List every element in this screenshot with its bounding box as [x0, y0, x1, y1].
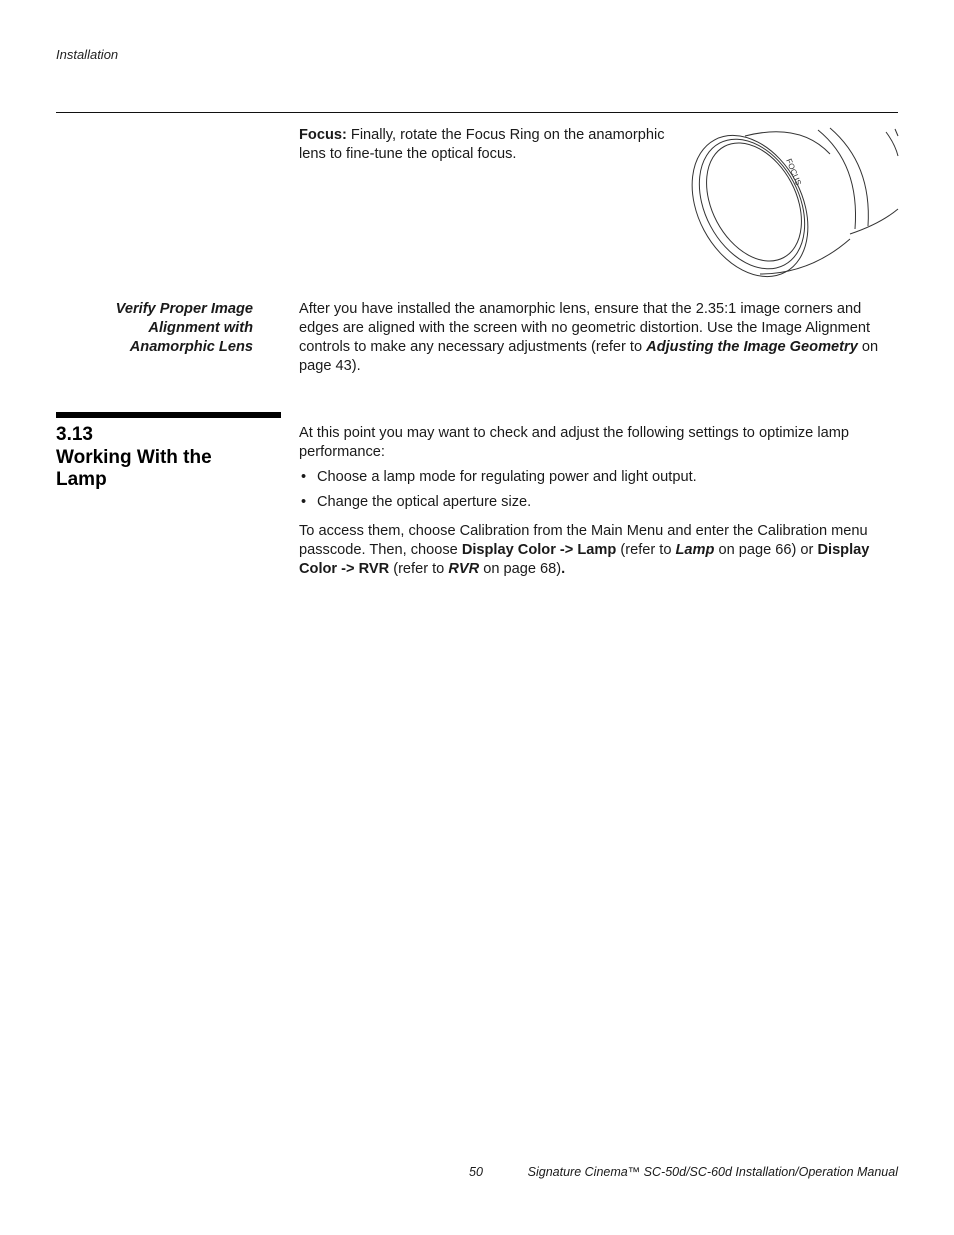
verify-heading: [56, 300, 253, 357]
manual-title: Signature Cinema™ SC-50d/SC-60d Installation/Operation Manual: [527, 1165, 898, 1179]
list-item: [299, 493, 899, 512]
anamorphic-lens-illustration: [690, 124, 900, 284]
access-text-2: (refer to: [616, 542, 676, 558]
access-text-4: (refer to: [389, 561, 449, 577]
focus-label: Focus:: [299, 127, 347, 143]
focus-text: Finally, rotate the Focus Ring on the anamorphic lens to fine-tune the optical focus.: [299, 127, 665, 162]
header-rule: [56, 112, 898, 113]
section-bar: [56, 412, 281, 418]
verify-heading-line-3: Anamorphic Lens: [129, 339, 253, 355]
adjusting-geometry-reference[interactable]: Adjusting the Image Geometry: [646, 339, 858, 355]
menu-path-rvr: Display Color -> RVR: [299, 542, 870, 577]
list-item: [299, 468, 899, 487]
lamp-reference[interactable]: Lamp: [675, 542, 715, 558]
access-text-1: To access them, choose Calibration from the Main Menu and enter the Calibration menu passcode. Then, choose: [299, 523, 868, 558]
section-title-line-1: Working With the: [56, 446, 212, 468]
rvr-reference[interactable]: RVR: [448, 561, 480, 577]
section-title-line-2: Lamp: [56, 469, 107, 490]
verify-text-after: on page 43).: [299, 339, 879, 374]
lamp-section-body: [299, 424, 899, 579]
verify-heading-line-2: Alignment with: [148, 320, 253, 336]
access-text-3: on page 66) or: [714, 542, 818, 558]
access-text-5: on page 68): [479, 561, 562, 577]
page-number: 50: [469, 1165, 483, 1179]
lamp-intro: At this point you may want to check and adjust the following settings to optimize lamp performance:: [299, 425, 849, 460]
verify-heading-line-1: Verify Proper Image: [115, 301, 253, 317]
verify-paragraph: [299, 300, 899, 376]
bullet-marker: •: [301, 469, 307, 485]
focus-ring-label: FOCUS: [784, 157, 803, 187]
section-heading: [56, 424, 281, 492]
focus-paragraph: [299, 126, 684, 164]
list-item-text: Choose a lamp mode for regulating power and light output.: [317, 469, 697, 485]
lamp-settings-list: [299, 468, 899, 512]
access-paragraph: [299, 522, 899, 579]
verify-text-before: After you have installed the anamorphic lens, ensure that the 2.35:1 image corners and edges are aligned with the screen with no geometric distortion. Use the Image Alignment controls to make any necessary adjustments (refer to: [299, 301, 871, 355]
menu-path-lamp: Display Color -> Lamp: [461, 542, 617, 558]
final-period: .: [561, 561, 566, 577]
list-item-text: Change the optical aperture size.: [317, 494, 532, 510]
section-number: 3.13: [56, 424, 93, 445]
running-header: Installation: [56, 47, 119, 62]
bullet-marker: •: [301, 494, 307, 510]
